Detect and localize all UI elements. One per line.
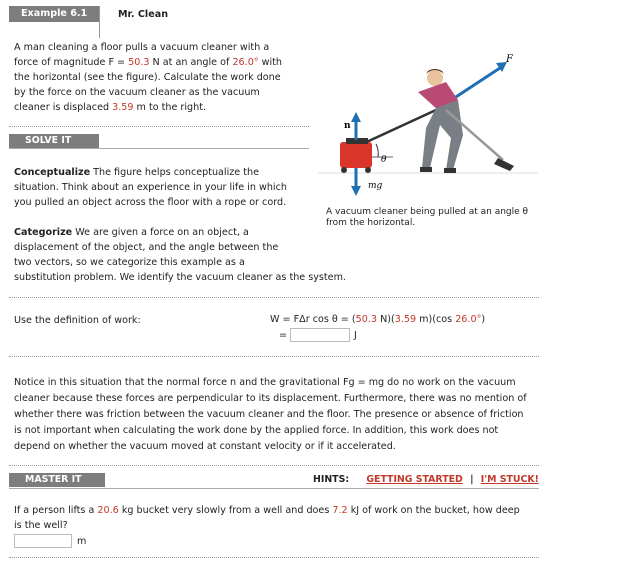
problem-line-4: by the force on the vacuum cleaner as the vacuum [14, 87, 260, 98]
getting-started-link[interactable]: GETTING STARTED [366, 474, 463, 485]
categorize-line-4: substitution problem. We identify the vacuum cleaner as the system. [14, 272, 346, 283]
displacement-value: 3.59 [112, 102, 134, 113]
divider [9, 557, 539, 558]
mg-label: mg [368, 181, 383, 191]
angle-value: 26.0° [455, 314, 482, 325]
text: We are given a force on an object, a [72, 227, 249, 238]
conceptualize-label: Conceptualize [14, 167, 91, 178]
normal-arrowhead [351, 112, 361, 122]
text: cleaner is displaced [14, 102, 113, 113]
vacuum-wheel [341, 167, 347, 173]
text: The figure helps conceptualize the [90, 167, 259, 178]
divider [9, 148, 309, 149]
categorize-line-3: two vectors, so we categorize this example as a [14, 257, 245, 268]
hints-label: HINTS: [313, 474, 350, 485]
work-definition-label: Use the definition of work: [14, 315, 141, 326]
vacuum-body [340, 142, 372, 168]
work-equation [270, 314, 485, 325]
example-tab: Example 6.1 [9, 6, 99, 22]
n-label: n [344, 121, 351, 131]
work-unit: J [354, 330, 357, 341]
divider [9, 356, 539, 357]
displacement-value: 3.59 [394, 314, 417, 325]
depth-unit: m [77, 536, 87, 547]
text: m to the right. [133, 102, 207, 113]
link-separator: | [470, 474, 474, 485]
solve-it-tab: SOLVE IT [9, 134, 99, 148]
f-label: F [506, 54, 513, 65]
notice-line-3: whether there was friction between the vacuum cleaner and the floor. The presence or absence of friction [14, 409, 524, 420]
categorize-line-2: displacement of the object, and the angle between the [14, 242, 279, 253]
problem-line-1: A man cleaning a floor pulls a vacuum cleaner with a [14, 42, 270, 53]
master-question [14, 503, 544, 533]
equation-text: N)( [377, 314, 395, 325]
angle-arc [376, 144, 378, 157]
text: If a person lifts a [14, 505, 98, 516]
work-answer-input[interactable] [290, 328, 350, 342]
divider [9, 126, 309, 127]
notice-line-2: cleaner because these forces are perpendicular to its displacement. Furthermore, there was no mention of [14, 393, 527, 404]
notice-line-4: is not important when calculating the work done by the applied force. In addition, this work does not [14, 425, 499, 436]
equation-text: m)(cos [416, 314, 456, 325]
caption-line-1: A vacuum cleaner being pulled at an angle θ [326, 207, 529, 217]
conceptualize-line-1 [14, 165, 314, 180]
man-figure [418, 69, 463, 173]
divider [9, 297, 539, 298]
categorize-section [14, 225, 374, 285]
question-line-1 [14, 503, 544, 518]
categorize-line-1 [14, 225, 374, 240]
text: N at an angle of [149, 57, 233, 68]
text: with [258, 57, 283, 68]
energy-value: 7.2 [332, 505, 348, 516]
notice-paragraph [14, 375, 544, 455]
depth-answer-input[interactable] [14, 534, 72, 548]
conceptualize-line-3: you pulled an object across the floor with a rope or cord. [14, 197, 287, 208]
vacuum-figure [318, 40, 538, 205]
angle-value: 26.0° [232, 57, 259, 68]
theta-label: θ [381, 155, 387, 165]
vacuum-head [494, 158, 514, 171]
problem-statement [14, 40, 314, 115]
force-value: 50.3 [355, 314, 378, 325]
equation-text: W = FΔr cos θ = ( [270, 314, 356, 325]
divider [9, 465, 539, 466]
problem-line-5 [14, 100, 314, 115]
problem-line-3: the horizontal (see the figure). Calculate the work done [14, 72, 281, 83]
figure-caption [326, 207, 528, 229]
conceptualize-line-2: situation. Think about an experience in your life in which [14, 182, 287, 193]
header-divider [99, 6, 100, 38]
im-stuck-link[interactable]: I'M STUCK! [480, 474, 539, 485]
hints-bar [313, 474, 539, 485]
problem-line-2 [14, 55, 314, 70]
equals-sign: = [279, 330, 288, 341]
text: kJ of work on the bucket, how deep [347, 505, 520, 516]
caption-line-2: from the horizontal. [326, 218, 416, 228]
question-line-2: is the well? [14, 520, 68, 531]
text: force of magnitude F = [14, 57, 129, 68]
divider [9, 488, 539, 489]
master-it-tab: MASTER IT [9, 473, 105, 487]
text: kg bucket very slowly from a well and does [118, 505, 333, 516]
conceptualize-section [14, 165, 314, 210]
notice-line-5: depend on whether the vacuum moved at constant velocity or if it accelerated. [14, 441, 396, 452]
hose [360, 110, 436, 145]
vacuum-wheel [365, 167, 371, 173]
notice-line-1: Notice in this situation that the normal force n and the gravitational Fg = mg do no work on the vacuum [14, 377, 516, 388]
mass-value: 20.6 [97, 505, 119, 516]
page-title: Mr. Clean [118, 9, 169, 20]
force-value: 50.3 [128, 57, 150, 68]
gravity-arrowhead [351, 186, 361, 196]
equation-text: ) [481, 314, 486, 325]
categorize-label: Categorize [14, 227, 73, 238]
